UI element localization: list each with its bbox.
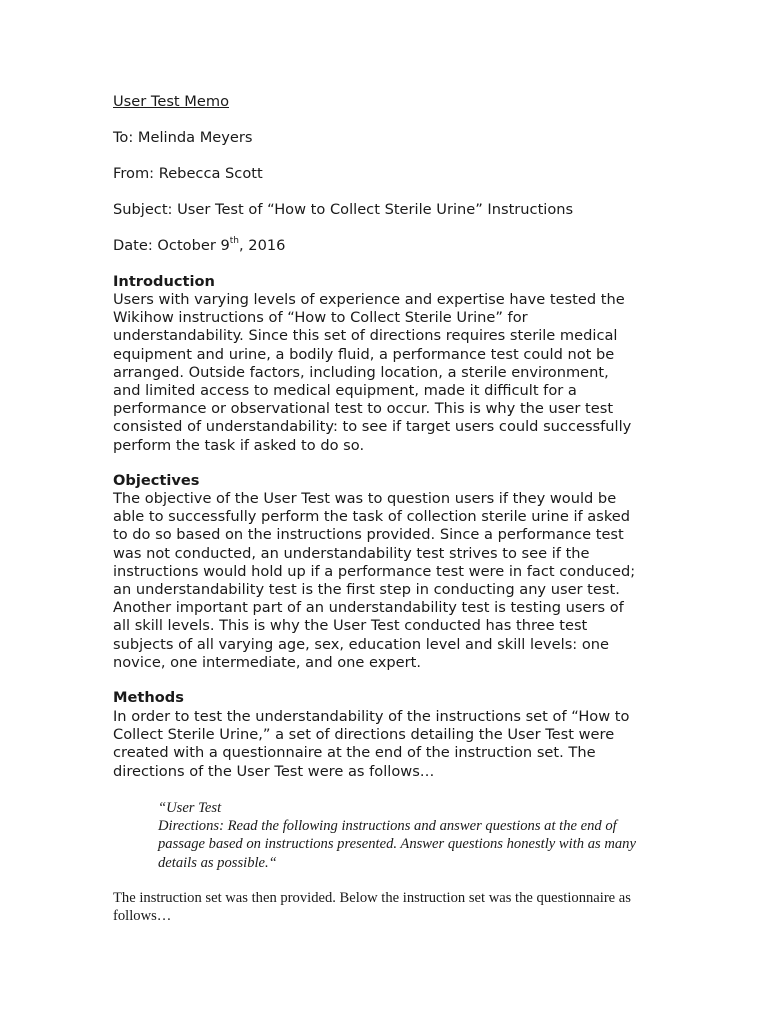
paragraph-line: The objective of the User Test was to question users if they would be <box>113 490 617 507</box>
paragraph-line: Another important part of an understandability test is testing users of <box>113 599 624 617</box>
paragraph-line: Wikihow instructions of “How to Collect Sterile Urine” for <box>113 309 528 327</box>
quote-line: details as possible.“ <box>158 854 277 871</box>
paragraph-line: to do so based on the instructions provided. Since a performance test <box>113 526 624 544</box>
paragraph-line: Collect Sterile Urine,” a set of directions detailing the User Test were <box>113 726 615 744</box>
memo-title: User Test Memo <box>113 93 229 110</box>
paragraph-line: subjects of all varying age, sex, education level and skill levels: one <box>113 635 610 653</box>
paragraph-line: created with a questionnaire at the end of the instruction set. The <box>113 744 596 762</box>
memo-date-superscript: th <box>229 236 239 247</box>
methods-paragraph <box>113 708 629 781</box>
paragraph-line: understandability. Since this set of directions requires sterile medical <box>113 327 618 345</box>
introduction-paragraph <box>113 291 631 455</box>
paragraph-line: consisted of understandability: to see if target users could successfully <box>113 418 632 436</box>
paragraph-line: performance or observational test to occur. This is why the user test <box>113 400 614 418</box>
memo-date-prefix: Date: October 9 <box>113 237 230 254</box>
paragraph-line: able to successfully perform the task of collection sterile urine if asked <box>113 508 630 526</box>
paragraph-line: was not conducted, an understandability test strives to see if the <box>113 544 590 562</box>
memo-from: From: Rebecca Scott <box>113 165 263 182</box>
paragraph-line: an understandability test is the first step in conducting any user test. <box>113 581 620 599</box>
quote-line: “User Test <box>158 800 222 816</box>
quote-line: Directions: Read the following instructions and answer questions at the end of <box>158 818 617 835</box>
paragraph-line: all skill levels. This is why the User Test conducted has three test <box>113 617 588 635</box>
closing-paragraph <box>113 889 631 925</box>
paragraph-line: equipment and urine, a bodily fluid, a performance test could not be <box>113 345 615 363</box>
user-test-quote <box>158 799 636 872</box>
paragraph-line: The instruction set was then provided. Below the instruction set was the questionnaire as <box>113 890 631 906</box>
paragraph-line: novice, one intermediate, and one expert. <box>113 653 421 671</box>
memo-date <box>113 237 285 255</box>
memo-date-suffix: , 2016 <box>239 237 286 254</box>
introduction-heading: Introduction <box>113 273 215 290</box>
memo-to: To: Melinda Meyers <box>113 129 253 146</box>
paragraph-line: perform the task if asked to do so. <box>113 436 365 454</box>
paragraph-line: Users with varying levels of experience and expertise have tested the <box>113 291 625 308</box>
paragraph-line: follows… <box>113 908 172 925</box>
quote-line: passage based on instructions presented. Answer questions honestly with as many <box>158 836 636 853</box>
methods-heading: Methods <box>113 689 184 706</box>
paragraph-line: In order to test the understandability of the instructions set of “How to <box>113 708 630 725</box>
paragraph-line: instructions would hold up if a performance test were in fact conduced; <box>113 562 636 580</box>
objectives-paragraph <box>113 490 635 672</box>
paragraph-line: directions of the User Test were as follows… <box>113 762 435 780</box>
paragraph-line: arranged. Outside factors, including location, a sterile environment, <box>113 363 609 381</box>
memo-subject: Subject: User Test of “How to Collect Sterile Urine” Instructions <box>113 201 574 218</box>
objectives-heading: Objectives <box>113 472 200 489</box>
paragraph-line: and limited access to medical equipment, made it difficult for a <box>113 382 577 400</box>
